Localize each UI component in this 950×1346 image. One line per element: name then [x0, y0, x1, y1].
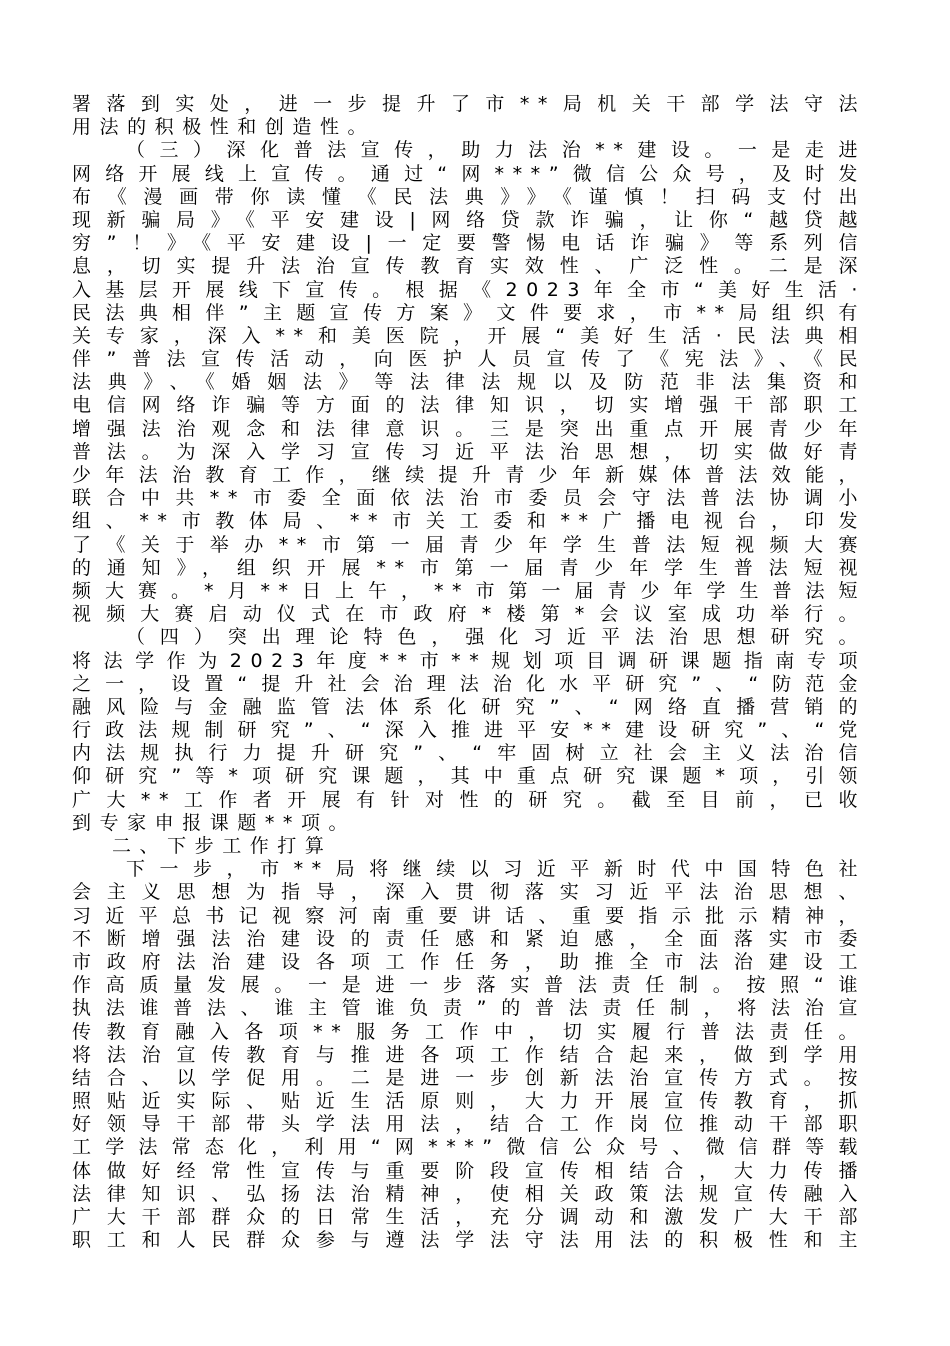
text-line: 入基层开展线下宣传。根据《2023年全市“美好生活·: [72, 278, 866, 301]
text-line: 职工和人民群众参与遵法学法守法用法的积极性和主: [72, 1229, 866, 1252]
text-line: 布《漫画带你读懂《民法典》》《谨慎！扫码支付出: [72, 185, 866, 208]
text-line: 息，切实提升法治宣传教育实效性、广泛性。二是深: [72, 255, 866, 278]
text-line: 电信网络诈骗等方面的法律知识，切实增强干部职工: [72, 394, 866, 417]
text-line: 习近平总书记视察河南重要讲话、重要指示批示精神，: [72, 904, 866, 927]
paragraph-1: [72, 139, 866, 626]
text-line: 的通知》，组织开展**市第一届青少年学生普法短视: [72, 556, 866, 579]
paragraph-2: [72, 626, 866, 835]
text-line: 到专家申报课题**项。: [72, 811, 357, 834]
text-line: 融风险与金融监管法体系化研究”、“网络直播营销的: [72, 695, 866, 718]
text-line: 联合中共**市委全面依法治市委员会守法普法协调小: [72, 487, 866, 510]
text-line: 传教育融入各项**服务工作中，切实履行普法责任。: [72, 1020, 866, 1043]
text-line: 广大干部群众的日常生活，充分调动和激发广大干部: [72, 1206, 866, 1228]
text-line: 普法。为深入学习宣传习近平法治思想，切实做好青: [72, 440, 866, 463]
text-line: 将法治宣传教育与推进各项工作结合起来，做到学用: [72, 1043, 866, 1066]
section-title: 二、下步工作打算: [112, 835, 333, 857]
text-line: 了《关于举办**市第一届青少年学生普法短视频大赛: [72, 533, 866, 556]
text-line: 用法的积极性和创造性。: [72, 116, 376, 139]
text-line: 组、**市教体局、**市关工委和**广播电视台，印发: [72, 510, 866, 533]
text-line: 好领导干部带头学法用法，结合工作岗位推动干部职: [72, 1113, 866, 1136]
text-line: 之一，设置“提升社会治理法治化水平研究”、“防范金: [72, 672, 866, 695]
text-line: （三）深化普法宣传，助力法治**建设。一是走进: [126, 139, 866, 162]
text-line: 工学法常态化，利用“网***”微信公众号、微信群等载: [72, 1136, 866, 1159]
text-line: 将法学作为2023年度**市**规划项目调研课题指南专项: [72, 649, 866, 672]
section-heading: [72, 835, 866, 858]
text-line: 内法规执行力提升研究”、“牢固树立社会主义法治信: [72, 742, 866, 765]
text-line: 穷”！》《平安建设|一定要警惕电话诈骗》等系列信: [72, 232, 866, 255]
text-line: 仰研究”等*项研究课题，其中重点研究课题*项，引领: [72, 765, 866, 788]
text-line: 下一步，市**局将继续以习近平新时代中国特色社: [126, 858, 866, 881]
text-line: 广大**工作者开展有针对性的研究。截至目前，已收: [72, 788, 866, 811]
text-line: 结合、以学促用。二是进一步创新法治宣传方式。按: [72, 1066, 866, 1089]
paragraph-0: [72, 93, 866, 139]
text-line: 会主义思想为指导，深入贯彻落实习近平法治思想、: [72, 881, 866, 904]
text-line: 伴”普法宣传活动，向医护人员宣传了《宪法》、《民: [72, 348, 866, 371]
text-line: 现新骗局》《平安建设|网络贷款诈骗，让你“越贷越: [72, 208, 866, 231]
text-line: 关专家，深入**和美医院，开展“美好生活·民法典相: [72, 324, 866, 347]
text-line: 署落到实处，进一步提升了市**局机关干部学法守法: [72, 93, 866, 115]
text-line: 民法典相伴”主题宣传方案》文件要求，市**局组织有: [72, 301, 866, 324]
text-line: （四）突出理论特色，强化习近平法治思想研究。: [126, 626, 866, 649]
document-page: [72, 93, 866, 1252]
text-line: 法律知识、弘扬法治精神，使相关政策法规宣传融入: [72, 1182, 866, 1205]
paragraph-4: [72, 858, 866, 1252]
text-line: 照贴近实际、贴近生活原则，大力开展宣传教育，抓: [72, 1090, 866, 1113]
text-line: 执法谁普法、谁主管谁负责”的普法责任制，将法治宣: [72, 997, 866, 1020]
text-line: 法典》、《婚姻法》等法律法规以及防范非法集资和: [72, 371, 866, 394]
text-line: 增强法治观念和法律意识。三是突出重点开展青少年: [72, 417, 866, 440]
text-line: 频大赛。*月**日上午，**市第一届青少年学生普法短: [72, 579, 866, 602]
text-line: 视频大赛启动仪式在市政府*楼第*会议室成功举行。: [72, 603, 866, 626]
text-line: 作高质量发展。一是进一步落实普法责任制。按照“谁: [72, 974, 866, 997]
text-line: 少年法治教育工作，继续提升青少年新媒体普法效能，: [72, 464, 866, 486]
text-line: 市政府法治建设各项工作任务，助推全市法治建设工: [72, 950, 866, 973]
text-line: 行政法规制研究”、“深入推进平安**建设研究”、“党: [72, 719, 866, 742]
text-line: 不断增强法治建设的责任感和紧迫感，全面落实市委: [72, 927, 866, 950]
text-line: 体做好经常性宣传与重要阶段宣传相结合，大力传播: [72, 1159, 866, 1182]
text-line: 网络开展线上宣传。通过“网***”微信公众号，及时发: [72, 162, 866, 185]
